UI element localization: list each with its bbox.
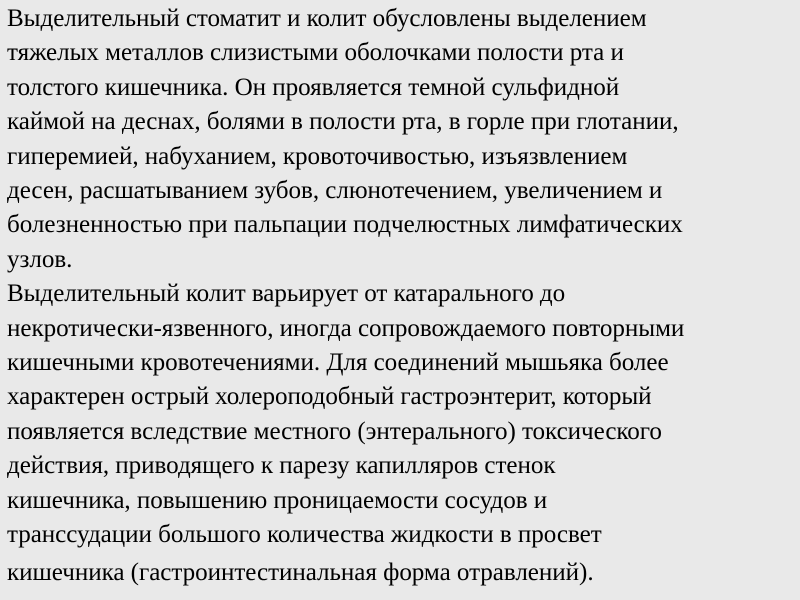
text-line-2: тяжелых металлов слизистыми оболочками полости рта и xyxy=(7,39,624,67)
text-line-1: Выделительный стоматит и колит обусловлены выделением xyxy=(7,5,647,32)
text-line-15: кишечника, повышению проницаемости сосудов и xyxy=(7,486,548,514)
text-line-7: болезненностью при пальпации подчелюстных лимфатических xyxy=(7,211,683,239)
text-line-12: характерен острый холероподобный гастроэнтерит, который xyxy=(7,383,652,411)
text-line-8: узлов. xyxy=(7,245,73,273)
text-line-11: кишечными кровотечениями. Для соединений мышьяка более xyxy=(7,349,669,377)
text-line-10: некротически-язвенного, иногда сопровождаемого повторными xyxy=(7,314,685,342)
text-line-17: кишечника (гастроинтестинальная форма отравлений). xyxy=(7,558,594,586)
text-line-5: гиперемией, набуханием, кровоточивостью, изъязвлением xyxy=(7,142,628,170)
text-line-6: десен, расшатыванием зубов, слюнотечением, увеличением и xyxy=(7,177,663,205)
body-text xyxy=(7,2,797,590)
text-line-16: транссудации большого количества жидкости в просвет xyxy=(7,521,602,549)
text-line-14: действия, приводящего к парезу капилляров стенок xyxy=(7,452,556,480)
text-line-13: появляется вследствие местного (энтерального) токсического xyxy=(7,417,662,445)
text-line-3: толстого кишечника. Он проявляется темной сульфидной xyxy=(7,73,620,101)
text-line-4: каймой на деснах, болями в полости рта, в горле при глотании, xyxy=(7,108,679,136)
text-line-9: Выделительный колит варьирует от катарального до xyxy=(7,280,566,308)
